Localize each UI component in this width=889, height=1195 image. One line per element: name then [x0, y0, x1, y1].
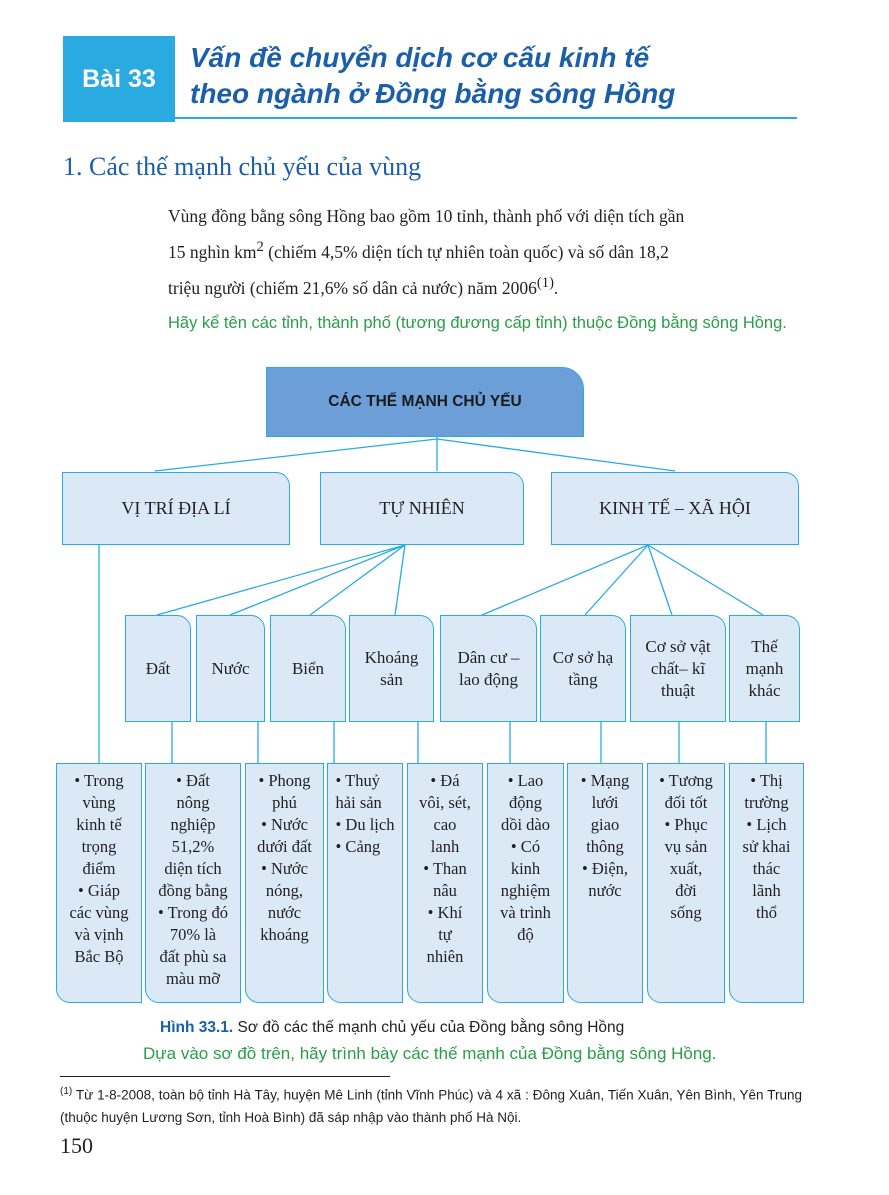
page-number: 150	[60, 1133, 93, 1158]
superscript: 2	[256, 239, 264, 255]
level2-label: Nước	[211, 658, 250, 678]
level1-tu-nhien	[320, 472, 524, 545]
level2-label: Đất	[145, 658, 171, 678]
diagram-root-label: CÁC THẾ MẠNH CHỦ YẾU	[328, 393, 522, 410]
leaf-dat	[145, 763, 241, 1003]
paragraph-text: 15 nghìn km	[168, 241, 257, 262]
level2-bien	[270, 615, 346, 722]
level1-label: KINH TẾ – XÃ HỘI	[599, 498, 751, 518]
level1-label: VỊ TRÍ ĐỊA LÍ	[121, 498, 231, 518]
leaf-text: • Thuỷ hải sản • Du lịch • Cảng	[335, 771, 395, 856]
leaf-vi-tri	[56, 763, 142, 1003]
leaf-nuoc	[245, 763, 324, 1003]
footnote	[60, 1081, 802, 1129]
level2-label: Thế mạnh khác	[745, 636, 784, 700]
question-2: Dựa vào sơ đồ trên, hãy trình bày các thế mạnh của Đồng bằng sông Hồng.	[143, 1044, 717, 1063]
leaf-text: • Phong phú • Nước dưới đất • Nước nóng, nước khoáng	[257, 771, 312, 944]
level2-khoang-san	[349, 615, 434, 722]
level2-label: Dân cư – lao động	[457, 647, 520, 689]
leaf-dan-cu	[487, 763, 564, 1003]
leaf-khoang-san	[407, 763, 483, 1003]
leaf-vat-chat	[647, 763, 725, 1003]
diagram-root	[266, 367, 584, 437]
level2-the-manh-khac	[729, 615, 800, 722]
leaf-bien	[327, 763, 403, 1003]
section-heading: 1. Các thế mạnh chủ yếu của vùng	[63, 152, 422, 181]
footnote-text: Từ 1-8-2008, toàn bộ tỉnh Hà Tây, huyện Mê Linh (tỉnh Vĩnh Phúc) và 4 xã : Đông Xuân, Tiến Xuân, Yên Bình, Yên Trung (thuộc huyện Lương Sơn, tỉnh Hoà Bình) đã sáp nhập vào thành phố Hà Nội.	[60, 1087, 802, 1125]
level2-label: Cơ sở hạ tầng	[552, 647, 614, 689]
level2-dan-cu	[440, 615, 537, 722]
leaf-text: • Tương đối tốt • Phục vụ sản xuất, đời sống	[659, 771, 713, 922]
lesson-title-line-1: Vấn đề chuyển dịch cơ cấu kinh tế	[190, 42, 650, 73]
figure-caption-text: Sơ đồ các thế mạnh chủ yếu của Đồng bằng sông Hồng	[233, 1019, 625, 1036]
leaf-text: • Đá vôi, sét, cao lanh • Than nâu • Khí tự nhiên	[419, 771, 471, 966]
figure-number: Hình 33.1.	[160, 1019, 234, 1036]
level2-label: Biển	[291, 658, 325, 678]
level2-label: Cơ sở vật chất– kĩ thuật	[645, 636, 711, 700]
paragraph-text: triệu người (chiếm 21,6% số dân cả nước) năm 2006	[168, 277, 537, 298]
footnote-marker: (1)	[60, 1086, 73, 1097]
level2-co-so-ha-tang	[540, 615, 626, 722]
leaf-text: • Lao động dồi dào • Có kinh nghiệm và trình độ	[500, 771, 551, 944]
leaf-text: • Trong vùng kinh tế trọng điểm • Giáp các vùng và vịnh Bắc Bộ	[69, 771, 129, 966]
leaf-text: • Mạng lưới giao thông • Điện, nước	[580, 771, 630, 900]
level2-co-so-vat-chat	[630, 615, 726, 722]
paragraph-text: (chiếm 4,5% diện tích tự nhiên toàn quốc) và số dân 18,2	[263, 241, 669, 262]
footnote-rule	[60, 1076, 390, 1077]
leaf-text: • Thị trường • Lịch sử khai thác lãnh thổ	[742, 771, 791, 922]
leaf-khac	[729, 763, 804, 1003]
lesson-badge: Bài 33	[63, 36, 175, 122]
level2-label: Khoáng sản	[364, 647, 419, 689]
footnote-ref: (1)	[536, 274, 554, 291]
leaf-ha-tang	[567, 763, 643, 1003]
leaf-text: • Đất nông nghiệp 51,2% diện tích đồng bằng • Trong đó 70% là đất phù sa màu mỡ	[158, 771, 228, 988]
level1-kinh-te-xa-hoi	[551, 472, 799, 545]
level2-nuoc	[196, 615, 265, 722]
level1-label: TỰ NHIÊN	[379, 498, 465, 518]
paragraph-line-1: Vùng đồng bằng sông Hồng bao gồm 10 tỉnh, thành phố với diện tích gần	[168, 206, 685, 226]
question-1: Hãy kể tên các tỉnh, thành phố (tương đương cấp tỉnh) thuộc Đồng bằng sông Hồng.	[168, 314, 787, 332]
level1-vi-tri	[62, 472, 290, 545]
level2-dat	[125, 615, 191, 722]
paragraph-text: .	[553, 277, 559, 298]
lesson-title-line-2: theo ngành ở Đồng bằng sông Hồng	[190, 78, 676, 109]
figure-caption	[160, 1019, 760, 1037]
